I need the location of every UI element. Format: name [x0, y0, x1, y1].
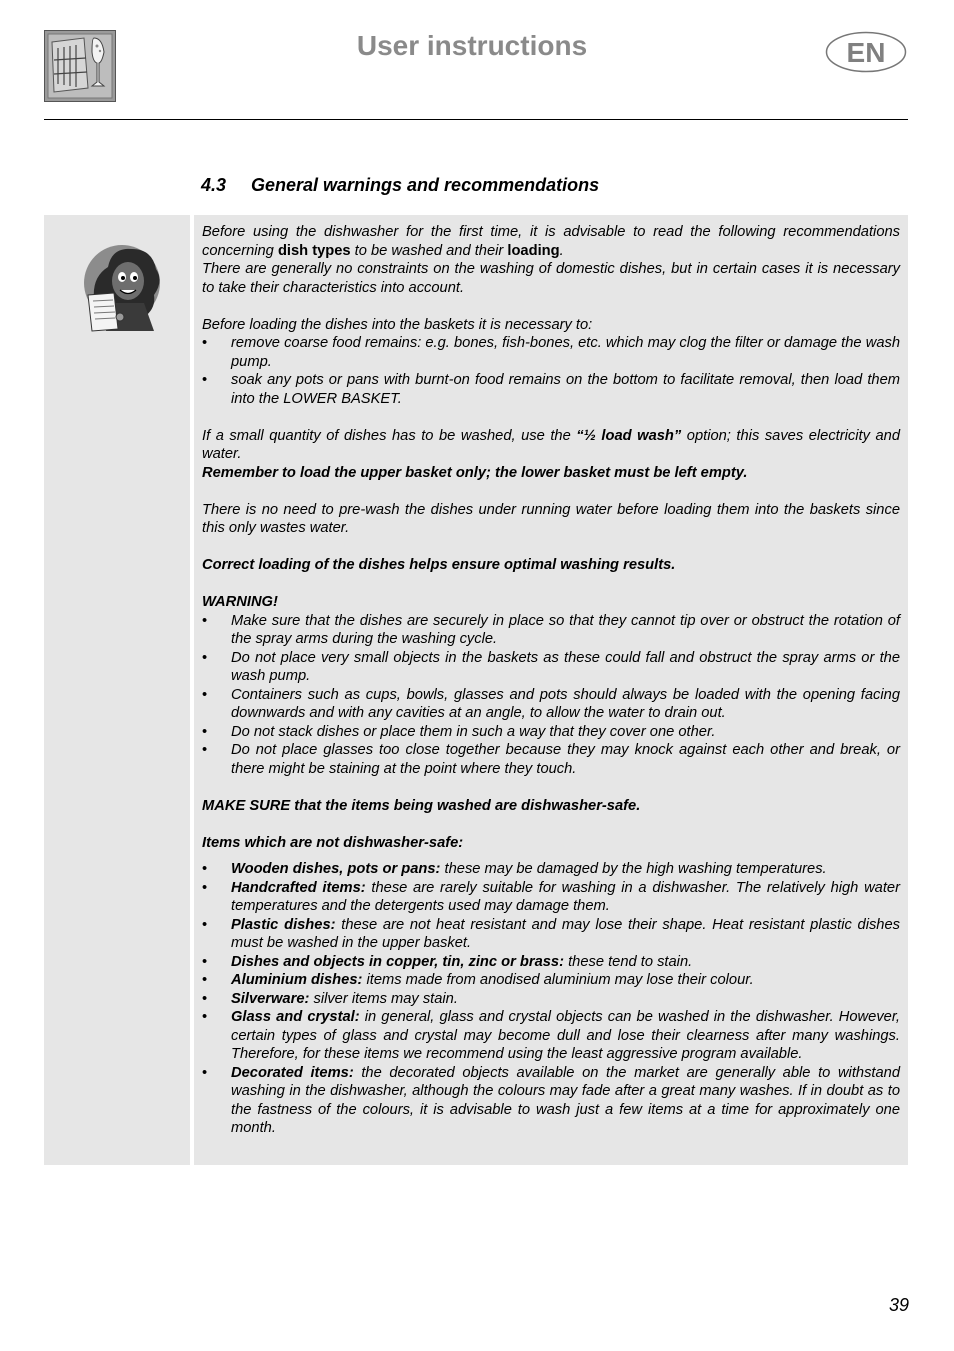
intro-paragraph-2: There are generally no constraints on the washing of domestic dishes, but in certain cases it is necessary to take their characteristics into account.: [202, 261, 900, 296]
intro-dish-types: dish types: [277, 242, 351, 259]
item-label: Glass and crystal:: [231, 1009, 360, 1025]
intro-loading: loading: [507, 242, 560, 259]
before-loading-text: Before loading the dishes into the baskets it is necessary to:: [202, 316, 593, 333]
language-badge-label: EN: [846, 37, 886, 68]
list-item: • Do not place glasses too close together because they may knock against each other and break, or there might be staining at the point where they touch.: [202, 741, 900, 778]
list-item: • Make sure that the dishes are securely in place so that they cannot tip over or obstruct the rotation of the spray arms during the washing cycle.: [202, 612, 900, 649]
prewash-paragraph: There is no need to pre-wash the dishes under running water before loading them into the baskets since this only wastes water.: [202, 501, 900, 536]
list-item: [202, 953, 900, 972]
item-label: Silverware:: [231, 990, 310, 1007]
item-label: Handcrafted items:: [231, 879, 366, 896]
list-item: [202, 990, 900, 1009]
item-label: Decorated items:: [231, 1064, 354, 1081]
make-sure-note: MAKE SURE that the items being washed are dishwasher-safe.: [202, 797, 641, 814]
item-text: these are rarely suitable for washing in a dishwasher. The relatively high water temperatures and the detergents used may damage them.: [231, 879, 900, 914]
list-item: [202, 1064, 900, 1138]
half-load-paragraph: [202, 427, 900, 464]
section-heading: [201, 175, 599, 196]
list-item: • Do not place very small objects in the baskets as these could fall and obstruct the spray arms or the wash pump.: [202, 649, 900, 686]
intro-text-1: Before using the dishwasher for the first time, it is advisable to read the following recommendations concerning: [202, 224, 900, 259]
item-text: these may be damaged by the high washing temperatures.: [440, 861, 827, 877]
panel-divider: [190, 215, 194, 1165]
list-item: • soak any pots or pans with burnt-on food remains on the bottom to facilitate removal, then load them into the LOWER BASKET.: [202, 371, 900, 408]
list-item: • Containers such as cups, bowls, glasses and pots should always be loaded with the opening facing downwards and with any cavities at an angle, to allow the water to drain out.: [202, 686, 900, 723]
warning-title: WARNING!: [202, 594, 278, 610]
intro-text-2: to be washed and their: [350, 242, 508, 259]
list-item: • Do not stack dishes or place them in such a way that they cover one other.: [202, 723, 900, 742]
warning-list: [202, 612, 900, 779]
item-text: items made from anodised aluminium may lose their colour.: [362, 972, 754, 988]
page-header-title: User instructions: [356, 30, 588, 61]
item-label: Plastic dishes:: [231, 916, 336, 933]
list-item: [202, 860, 900, 879]
not-safe-title: Items which are not dishwasher-safe:: [202, 834, 464, 851]
intro-text-3: .: [559, 242, 564, 259]
page-number: 39: [888, 1295, 909, 1315]
section-title: General warnings and recommendations: [251, 175, 600, 195]
instructions-text: [202, 223, 900, 1138]
correct-loading-note: Correct loading of the dishes helps ensure optimal washing results.: [202, 557, 676, 573]
list-item: [202, 1008, 900, 1064]
half-load-text-2: option; this saves electricity and water.: [202, 427, 900, 462]
item-text: the decorated objects available on the market are generally able to withstand washing in the dishwasher, although the colours may fade after a great many washes. If in doubt as to the fastness of the colours, it is advisable to wash just a few items at a time for approximately one month.: [231, 1064, 901, 1136]
item-text: in general, glass and crystal objects can be washed in the dishwasher. However, certain types of glass and crystal may become dull and lose their clearness after many washings. Therefore, for these items we recommend using the least aggressive program available.: [231, 1009, 900, 1062]
header-divider: [44, 119, 908, 120]
list-item: • remove coarse food remains: e.g. bones, fish-bones, etc. which may clog the filter or damage the wash pump.: [202, 334, 900, 371]
content-panel: [44, 215, 908, 1165]
intro-paragraph: [202, 223, 900, 260]
section-number: 4.3: [201, 175, 227, 195]
item-text: these tend to stain.: [564, 953, 693, 970]
item-label: Dishes and objects in copper, tin, zinc or brass:: [231, 953, 564, 970]
before-loading-list: [202, 334, 900, 408]
list-item: [202, 971, 900, 990]
item-text: these are not heat resistant and may lose their shape. Heat resistant plastic dishes must be washed in the upper basket.: [231, 916, 900, 951]
item-text: silver items may stain.: [309, 990, 458, 1007]
half-load-text-1: If a small quantity of dishes has to be washed, use the: [202, 427, 577, 444]
not-safe-list: [202, 860, 900, 1138]
item-label: Wooden dishes, pots or pans:: [231, 861, 441, 877]
list-item: [202, 916, 900, 953]
list-item: [202, 879, 900, 916]
half-load-option: “½ load wash”: [576, 427, 682, 444]
remember-note: Remember to load the upper basket only; the lower basket must be left empty.: [202, 464, 748, 481]
woman-reading-icon: [82, 237, 168, 333]
language-badge: [825, 31, 907, 73]
item-label: Aluminium dishes:: [231, 972, 363, 988]
